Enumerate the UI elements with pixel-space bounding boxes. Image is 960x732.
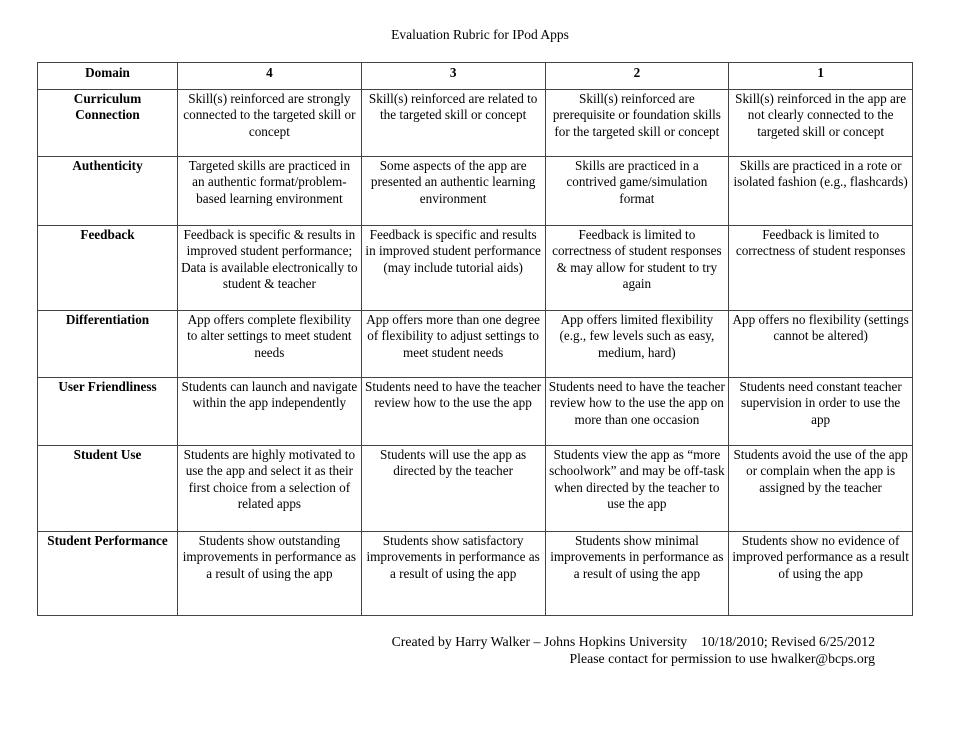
rubric-cell: Feedback is limited to correctness of student responses: [729, 226, 913, 311]
rubric-cell: Students are highly motivated to use the app and select it as their first choice from a selection of related apps: [178, 446, 362, 532]
domain-cell: Student Use: [38, 446, 178, 532]
rubric-cell: App offers limited flexibility (e.g., few levels such as easy, medium, hard): [545, 311, 729, 378]
header-score-4: 4: [178, 63, 362, 90]
rubric-cell: Feedback is specific & results in improved student performance; Data is available electronically to student & teacher: [178, 226, 362, 311]
domain-cell: Differentiation: [38, 311, 178, 378]
rubric-cell: Feedback is specific and results in improved student performance (may include tutorial aids): [361, 226, 545, 311]
rubric-cell: Students can launch and navigate within the app independently: [178, 378, 362, 446]
header-score-2: 2: [545, 63, 729, 90]
rubric-cell: Students will use the app as directed by the teacher: [361, 446, 545, 532]
header-score-3: 3: [361, 63, 545, 90]
header-score-1: 1: [729, 63, 913, 90]
domain-cell: User Friendliness: [38, 378, 178, 446]
document-title: Evaluation Rubric for IPod Apps: [391, 27, 569, 42]
rubric-cell: Skill(s) reinforced are strongly connected to the targeted skill or concept: [178, 90, 362, 157]
rubric-cell: Skill(s) reinforced in the app are not clearly connected to the targeted skill or concept: [729, 90, 913, 157]
rubric-cell: Skill(s) reinforced are prerequisite or foundation skills for the targeted skill or concept: [545, 90, 729, 157]
rubric-cell: Students show outstanding improvements in performance as a result of using the app: [178, 532, 362, 616]
header-domain: Domain: [38, 63, 178, 90]
rubric-cell: App offers complete flexibility to alter settings to meet student needs: [178, 311, 362, 378]
rubric-cell: Students view the app as “more schoolwork” and may be off-task when directed by the teacher to use the app: [545, 446, 729, 532]
rubric-cell: Skills are practiced in a contrived game/simulation format: [545, 157, 729, 226]
rubric-cell: Some aspects of the app are presented an authentic learning environment: [361, 157, 545, 226]
rubric-cell: Students need constant teacher supervision in order to use the app: [729, 378, 913, 446]
table-row: [38, 90, 913, 157]
table-row: [38, 378, 913, 446]
table-row: [38, 226, 913, 311]
footer-contact: Please contact for permission to use hwalker@bcps.org: [569, 651, 875, 666]
rubric-cell: Students show no evidence of improved performance as a result of using the app: [729, 532, 913, 616]
rubric-cell: Students need to have the teacher review how to the use the app: [361, 378, 545, 446]
rubric-cell: Skills are practiced in a rote or isolated fashion (e.g., flashcards): [729, 157, 913, 226]
domain-cell: Authenticity: [38, 157, 178, 226]
rubric-cell: App offers more than one degree of flexibility to adjust settings to meet student needs: [361, 311, 545, 378]
rubric-cell: Skill(s) reinforced are related to the targeted skill or concept: [361, 90, 545, 157]
rubric-cell: Feedback is limited to correctness of student responses & may allow for student to try again: [545, 226, 729, 311]
rubric-cell: Students need to have the teacher review how to the use the app on more than one occasion: [545, 378, 729, 446]
footer: [392, 633, 875, 667]
domain-cell: Student Performance: [38, 532, 178, 616]
rubric-cell: App offers no flexibility (settings cannot be altered): [729, 311, 913, 378]
header-row: [38, 63, 913, 90]
table-row: [38, 311, 913, 378]
footer-credit: Created by Harry Walker – Johns Hopkins University 10/18/2010; Revised 6/25/2012: [391, 634, 875, 649]
domain-cell: Feedback: [38, 226, 178, 311]
rubric-table: [37, 62, 913, 616]
domain-cell: Curriculum Connection: [38, 90, 178, 157]
rubric-cell: Students show satisfactory improvements in performance as a result of using the app: [361, 532, 545, 616]
rubric-cell: Targeted skills are practiced in an authentic format/problem-based learning environment: [178, 157, 362, 226]
table-row: [38, 532, 913, 616]
rubric-cell: Students show minimal improvements in performance as a result of using the app: [545, 532, 729, 616]
rubric-cell: Students avoid the use of the app or complain when the app is assigned by the teacher: [729, 446, 913, 532]
table-row: [38, 446, 913, 532]
table-row: [38, 157, 913, 226]
